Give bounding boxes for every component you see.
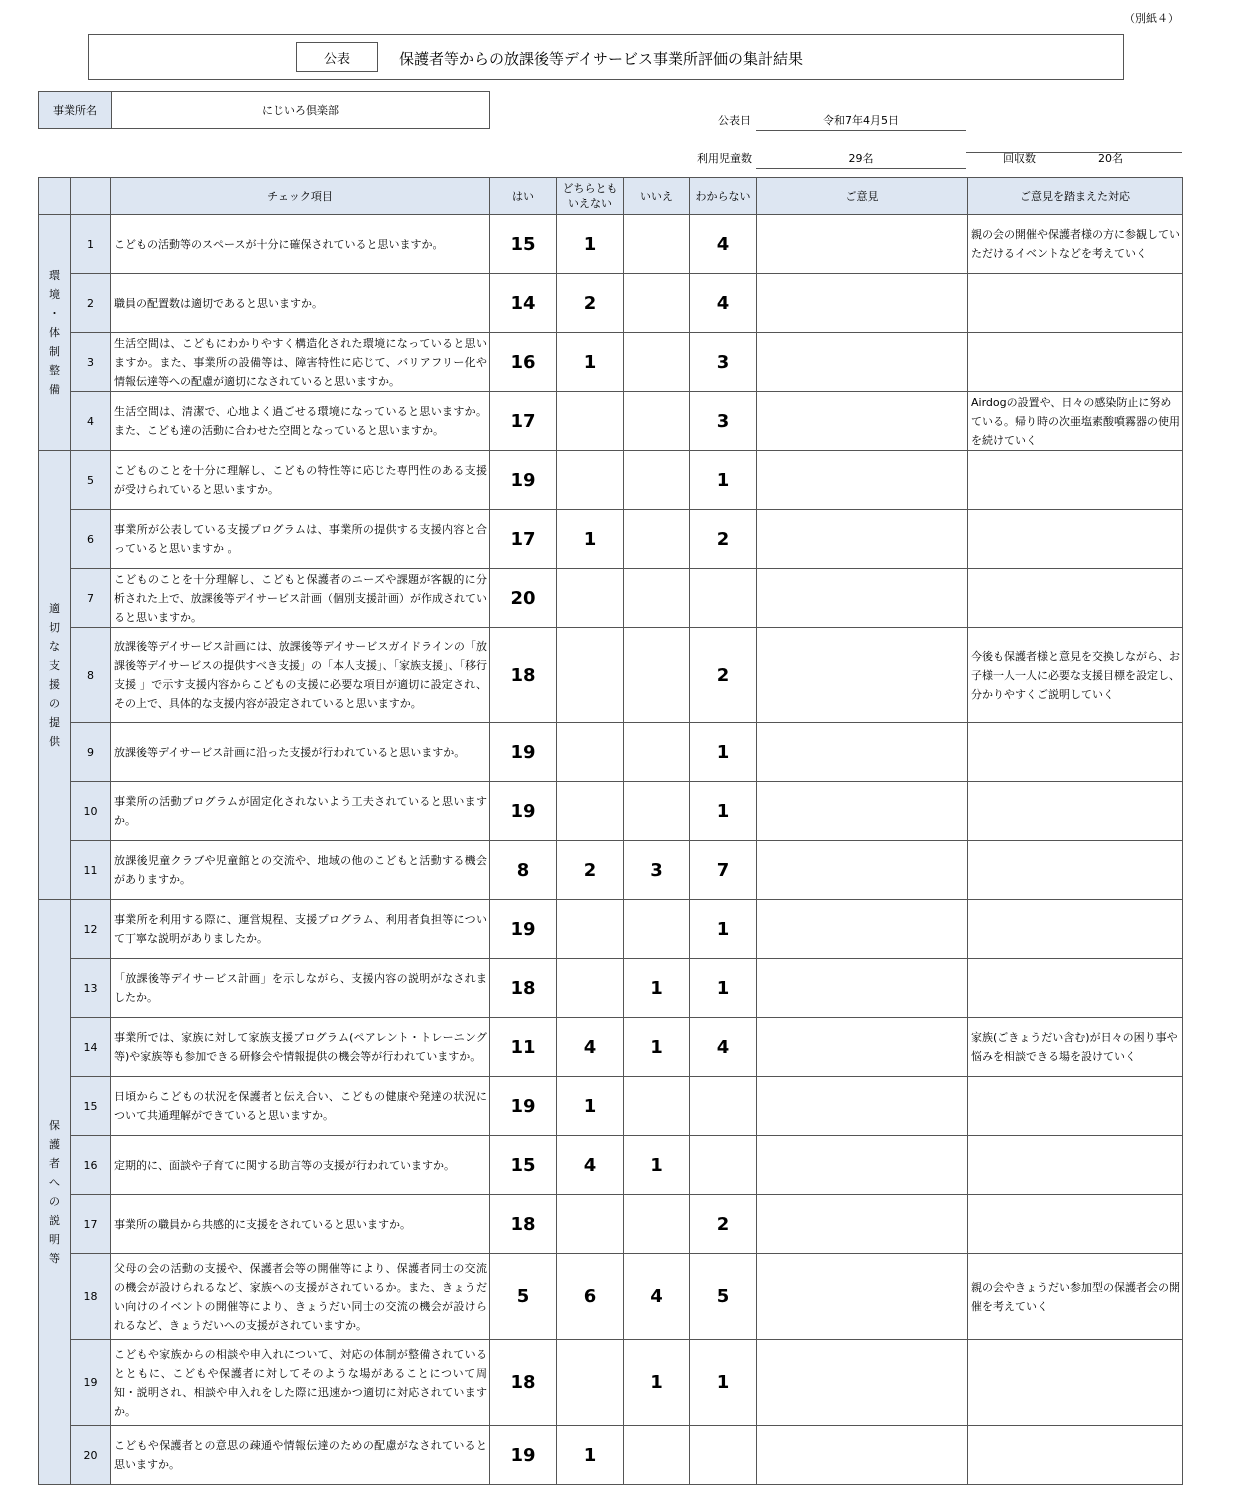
category-cell	[39, 215, 71, 451]
category-label: 適 切 な 支 援 の 提 供	[49, 602, 60, 748]
opinion-cell	[757, 1254, 968, 1340]
no-count	[624, 274, 690, 333]
response-cell	[968, 1195, 1183, 1254]
no-count	[624, 900, 690, 959]
header-unknown: わからない	[690, 178, 757, 215]
unknown-count: 4	[690, 274, 757, 333]
header-yes: はい	[490, 178, 557, 215]
response-cell	[968, 451, 1183, 510]
response-cell	[968, 1136, 1183, 1195]
question-cell: 事業所を利用する際に、運営規程、支援プログラム、利用者負担等について丁寧な説明がありましたか。	[111, 900, 490, 959]
neither-count	[557, 628, 624, 723]
response-cell	[968, 900, 1183, 959]
response-cell	[968, 333, 1183, 392]
opinion-cell	[757, 1340, 968, 1426]
row-number: 1	[71, 215, 111, 274]
no-count: 1	[624, 1340, 690, 1426]
opinion-cell	[757, 1426, 968, 1485]
category-label: 保 護 者 へ の 説 明 等	[49, 1119, 60, 1265]
no-count	[624, 1195, 690, 1254]
opinion-cell	[757, 628, 968, 723]
row-number: 20	[71, 1426, 111, 1485]
neither-count: 4	[557, 1136, 624, 1195]
response-cell: Airdogの設置や、日々の感染防止に努めている。帰り時の次亜塩素酸噴霧器の使用を続けていく	[968, 392, 1183, 451]
no-count	[624, 628, 690, 723]
unknown-count: 1	[690, 451, 757, 510]
row-number: 12	[71, 900, 111, 959]
page-title: 保護者等からの放課後等デイサービス事業所評価の集計結果	[399, 50, 803, 68]
table-row	[39, 723, 1183, 782]
yes-count: 20	[490, 569, 557, 628]
table-row	[39, 1426, 1183, 1485]
opinion-cell	[757, 510, 968, 569]
header-check-item: チェック項目	[111, 178, 490, 215]
unknown-count: 7	[690, 841, 757, 900]
response-cell	[968, 1340, 1183, 1426]
table-row	[39, 1077, 1183, 1136]
no-count	[624, 723, 690, 782]
yes-count: 11	[490, 1018, 557, 1077]
publication-date: 令和7年4月5日	[756, 112, 966, 131]
neither-count: 1	[557, 1426, 624, 1485]
neither-count	[557, 723, 624, 782]
yes-count: 16	[490, 333, 557, 392]
yes-count: 8	[490, 841, 557, 900]
no-count	[624, 569, 690, 628]
table-row	[39, 1195, 1183, 1254]
title-box	[88, 34, 1124, 80]
yes-count: 14	[490, 274, 557, 333]
opinion-cell	[757, 1018, 968, 1077]
row-number: 2	[71, 274, 111, 333]
table-body	[39, 215, 1183, 1485]
response-cell	[968, 841, 1183, 900]
opinion-cell	[757, 1195, 968, 1254]
table-header-row	[39, 178, 1183, 215]
table-row	[39, 959, 1183, 1018]
header-number	[71, 178, 111, 215]
no-count	[624, 215, 690, 274]
table-row	[39, 1340, 1183, 1426]
question-cell: 父母の会の活動の支援や、保護者会等の開催等により、保護者同士の交流の機会が設けられるなど、家族への支援がされているか。また、きょうだい向けのイベントの開催等により、きょうだい同士の交流の機会が設けられるなど、きょうだいへの支援がされていますか。	[111, 1254, 490, 1340]
opinion-cell	[757, 959, 968, 1018]
table-row	[39, 569, 1183, 628]
yes-count: 19	[490, 782, 557, 841]
table-row	[39, 628, 1183, 723]
no-count	[624, 392, 690, 451]
response-cell	[968, 510, 1183, 569]
unknown-count: 3	[690, 392, 757, 451]
response-cell: 家族(ごきょうだい含む)が日々の困り事や悩みを相談できる場を設けていく	[968, 1018, 1183, 1077]
row-number: 19	[71, 1340, 111, 1426]
unknown-count: 1	[690, 782, 757, 841]
opinion-cell	[757, 333, 968, 392]
neither-count	[557, 569, 624, 628]
question-cell: 事業所の活動プログラムが固定化されないよう工夫されていると思いますか。	[111, 782, 490, 841]
row-number: 3	[71, 333, 111, 392]
table-row	[39, 900, 1183, 959]
unknown-count	[690, 1136, 757, 1195]
no-count	[624, 451, 690, 510]
table-row	[39, 1254, 1183, 1340]
neither-count: 1	[557, 1077, 624, 1136]
table-row	[39, 841, 1183, 900]
no-count	[624, 782, 690, 841]
response-cell	[968, 1426, 1183, 1485]
question-cell: 生活空間は、こどもにわかりやすく構造化された環境になっていると思いますか。また、事業所の設備等は、障害特性に応じて、バリアフリー化や情報伝達等への配慮が適切になされていると思いますか。	[111, 333, 490, 392]
row-number: 9	[71, 723, 111, 782]
yes-count: 15	[490, 1136, 557, 1195]
neither-count: 1	[557, 510, 624, 569]
evaluation-table	[38, 177, 1183, 1485]
opinion-cell	[757, 782, 968, 841]
yes-count: 17	[490, 510, 557, 569]
no-count	[624, 1077, 690, 1136]
row-number: 18	[71, 1254, 111, 1340]
opinion-cell	[757, 451, 968, 510]
question-cell: 定期的に、面談や子育てに関する助言等の支援が行われていますか。	[111, 1136, 490, 1195]
unknown-count: 1	[690, 900, 757, 959]
row-number: 17	[71, 1195, 111, 1254]
no-count	[624, 333, 690, 392]
opinion-cell	[757, 392, 968, 451]
header-no: いいえ	[624, 178, 690, 215]
yes-count: 18	[490, 1340, 557, 1426]
unknown-count	[690, 1077, 757, 1136]
category-cell	[39, 900, 71, 1485]
row-number: 8	[71, 628, 111, 723]
question-cell: こどものことを十分理解し、こどもと保護者のニーズや課題が客観的に分析された上で、放課後等デイサービス計画（個別支援計画）が作成されていると思いますか。	[111, 569, 490, 628]
unknown-count: 2	[690, 1195, 757, 1254]
no-count: 1	[624, 1018, 690, 1077]
question-cell: こどもや家族からの相談や申入れについて、対応の体制が整備されているとともに、こどもや保護者に対してそのような場があることについて周知・説明され、相談や申入れをした際に迅速かつ適切に対応されていますか。	[111, 1340, 490, 1426]
neither-count: 1	[557, 333, 624, 392]
user-count-label: 利用児童数	[697, 152, 752, 165]
unknown-count: 1	[690, 959, 757, 1018]
category-cell	[39, 451, 71, 900]
unknown-count: 1	[690, 723, 757, 782]
response-cell: 今後も保護者様と意見を交換しながら、お子様一人一人に必要な支援目標を設定し、分かりやすくご説明していく	[968, 628, 1183, 723]
category-label: 環 境 ・ 体 制 整 備	[49, 269, 60, 396]
unknown-count: 2	[690, 510, 757, 569]
neither-count: 2	[557, 274, 624, 333]
header-category	[39, 178, 71, 215]
no-count	[624, 510, 690, 569]
public-badge: 公表	[296, 42, 378, 72]
unknown-count: 1	[690, 1340, 757, 1426]
unknown-count: 2	[690, 628, 757, 723]
user-count: 29名	[756, 150, 966, 169]
row-number: 16	[71, 1136, 111, 1195]
table-row	[39, 1136, 1183, 1195]
response-cell	[968, 723, 1183, 782]
response-cell	[968, 1077, 1183, 1136]
unknown-count: 5	[690, 1254, 757, 1340]
yes-count: 17	[490, 392, 557, 451]
opinion-cell	[757, 569, 968, 628]
table-row	[39, 274, 1183, 333]
opinion-cell	[757, 1077, 968, 1136]
neither-count: 1	[557, 215, 624, 274]
table-row	[39, 782, 1183, 841]
question-cell: こどものことを十分に理解し、こどもの特性等に応じた専門性のある支援が受けられていると思いますか。	[111, 451, 490, 510]
question-cell: 「放課後等デイサービス計画」を示しながら、支援内容の説明がなされましたか。	[111, 959, 490, 1018]
yes-count: 19	[490, 1077, 557, 1136]
response-cell: 親の会やきょうだい参加型の保護者会の開催を考えていく	[968, 1254, 1183, 1340]
row-number: 6	[71, 510, 111, 569]
yes-count: 15	[490, 215, 557, 274]
neither-count	[557, 1340, 624, 1426]
row-number: 10	[71, 782, 111, 841]
table-row	[39, 510, 1183, 569]
yes-count: 18	[490, 1195, 557, 1254]
response-cell	[968, 782, 1183, 841]
unknown-count: 4	[690, 215, 757, 274]
yes-count: 18	[490, 628, 557, 723]
neither-count	[557, 1195, 624, 1254]
question-cell: 放課後等デイサービス計画には、放課後等デイサービスガイドラインの「放課後等デイサービスの提供すべき支援」の「本人支援」、「家族支援」、「移行支援 」で示す支援内容からこどもの支援に必要な項目が適切に設定され、その上で、具体的な支援内容が設定されていると思いますか。	[111, 628, 490, 723]
neither-count: 4	[557, 1018, 624, 1077]
row-number: 14	[71, 1018, 111, 1077]
response-cell	[968, 959, 1183, 1018]
table-row	[39, 392, 1183, 451]
yes-count: 18	[490, 959, 557, 1018]
question-cell: 事業所が公表している支援プログラムは、事業所の提供する支援内容と合っていると思いますか 。	[111, 510, 490, 569]
neither-count	[557, 959, 624, 1018]
neither-count	[557, 782, 624, 841]
table-row	[39, 333, 1183, 392]
response-cell	[968, 274, 1183, 333]
opinion-cell	[757, 274, 968, 333]
question-cell: 放課後等デイサービス計画に沿った支援が行われていると思いますか。	[111, 723, 490, 782]
table-row	[39, 215, 1183, 274]
unknown-count: 3	[690, 333, 757, 392]
collected-count: 20名	[1098, 152, 1123, 165]
neither-count: 2	[557, 841, 624, 900]
question-cell: 職員の配置数は適切であると思いますか。	[111, 274, 490, 333]
no-count: 3	[624, 841, 690, 900]
header-response: ご意見を踏まえた対応	[968, 178, 1183, 215]
yes-count: 19	[490, 1426, 557, 1485]
neither-count	[557, 900, 624, 959]
header-neither: どちらとも いえない	[557, 178, 624, 215]
yes-count: 19	[490, 900, 557, 959]
unknown-count	[690, 1426, 757, 1485]
no-count	[624, 1426, 690, 1485]
header-opinion: ご意見	[757, 178, 968, 215]
response-cell: 親の会の開催や保護者様の方に参観していただけるイベントなどを考えていく	[968, 215, 1183, 274]
row-number: 5	[71, 451, 111, 510]
opinion-cell	[757, 841, 968, 900]
unknown-count	[690, 569, 757, 628]
row-number: 4	[71, 392, 111, 451]
collected-count-label: 回収数	[1003, 152, 1036, 165]
yes-count: 19	[490, 451, 557, 510]
question-cell: 放課後児童クラブや児童館との交流や、地域の他のこどもと活動する機会がありますか。	[111, 841, 490, 900]
neither-count	[557, 451, 624, 510]
row-number: 13	[71, 959, 111, 1018]
opinion-cell	[757, 215, 968, 274]
response-cell	[968, 569, 1183, 628]
no-count: 4	[624, 1254, 690, 1340]
office-box	[38, 91, 490, 129]
no-count: 1	[624, 1136, 690, 1195]
no-count: 1	[624, 959, 690, 1018]
unknown-count: 4	[690, 1018, 757, 1077]
row-number: 11	[71, 841, 111, 900]
yes-count: 19	[490, 723, 557, 782]
opinion-cell	[757, 1136, 968, 1195]
opinion-cell	[757, 723, 968, 782]
question-cell: こどもや保護者との意思の疎通や情報伝達のための配慮がなされていると思いますか。	[111, 1426, 490, 1485]
publication-date-label: 公表日	[718, 114, 751, 127]
neither-count	[557, 392, 624, 451]
row-number: 15	[71, 1077, 111, 1136]
question-cell: こどもの活動等のスペースが十分に確保されていると思いますか。	[111, 215, 490, 274]
annex-label: （別紙４）	[1124, 12, 1179, 25]
question-cell: 事業所では、家族に対して家族支援プログラム(ペアレント・トレーニング等)や家族等も参加できる研修会や情報提供の機会等が行われていますか。	[111, 1018, 490, 1077]
question-cell: 事業所の職員から共感的に支援をされていると思いますか。	[111, 1195, 490, 1254]
question-cell: 生活空間は、清潔で、心地よく過ごせる環境になっていると思いますか。また、こども達の活動に合わせた空間となっていると思いますか。	[111, 392, 490, 451]
question-cell: 日頃からこどもの状況を保護者と伝え合い、こどもの健康や発達の状況について共通理解ができていると思いますか。	[111, 1077, 490, 1136]
opinion-cell	[757, 900, 968, 959]
office-name: にじいろ倶楽部	[262, 104, 339, 117]
office-label: 事業所名	[39, 92, 112, 128]
table-row	[39, 451, 1183, 510]
row-number: 7	[71, 569, 111, 628]
table-row	[39, 1018, 1183, 1077]
neither-count: 6	[557, 1254, 624, 1340]
yes-count: 5	[490, 1254, 557, 1340]
